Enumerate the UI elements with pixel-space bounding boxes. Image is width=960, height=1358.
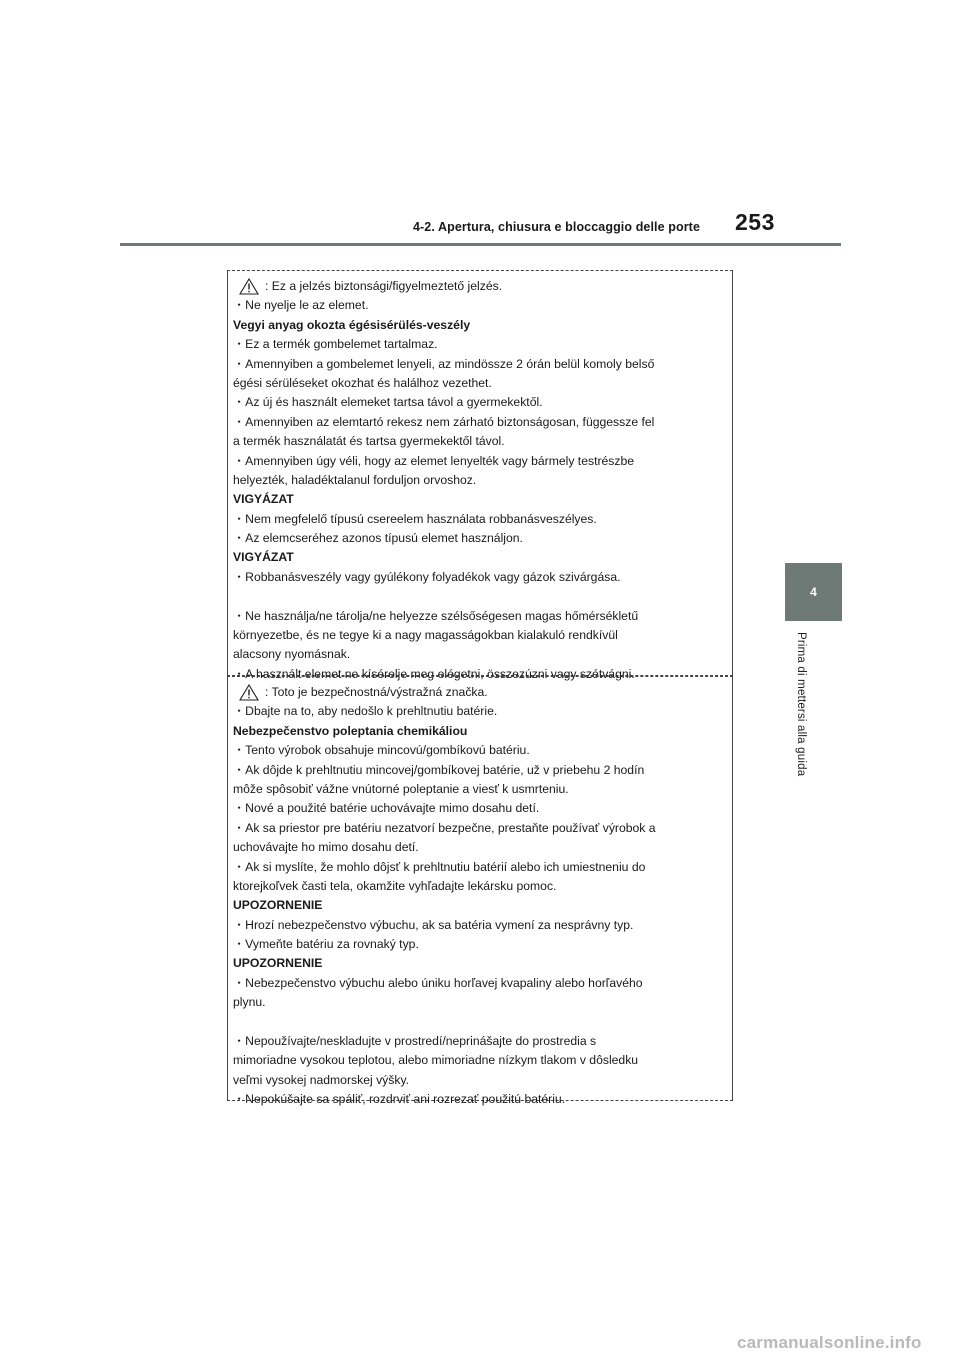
symbol-description: : Ez a jelzés biztonsági/figyelmeztető jelzés. (265, 279, 503, 293)
warning-text-line: ・Ne nyelje le az elemet. (233, 298, 369, 313)
warning-text-line: ・Tento výrobok obsahuje mincovú/gombíkovú batériu. (233, 743, 530, 758)
warning-heading: Vegyi anyag okozta égésisérülés-veszély (233, 317, 471, 332)
watermark: carmanualsonline.info (737, 1333, 922, 1352)
symbol-line (233, 683, 728, 702)
chapter-tab (785, 563, 842, 621)
warning-text-line: uchovávajte ho mimo dosahu detí. (233, 840, 419, 855)
symbol-description: : Toto je bezpečnostná/výstražná značka. (265, 685, 488, 699)
warning-heading: UPOZORNENIE (233, 956, 323, 971)
warning-text-line: ・Nebezpečenstvo výbuchu alebo úniku horľavej kvapaliny alebo horľavého (233, 975, 643, 990)
warning-text-line: ・Robbanásveszély vagy gyúlékony folyadékok vagy gázok szivárgása. (233, 569, 621, 584)
chapter-number: 4 (810, 585, 817, 599)
warning-text-line: ・Hrozí nebezpečenstvo výbuchu, ak sa batéria vymení za nesprávny typ. (233, 917, 634, 932)
warning-text-line: ・Az új és használt elemeket tartsa távol a gyermekektől. (233, 395, 543, 410)
warning-text-line: ・Nepoužívajte/neskladujte v prostredí/neprinášajte do prostredia s (233, 1034, 597, 1049)
warning-text-line: ・Nem megfelelő típusú csereelem használata robbanásveszélyes. (233, 511, 597, 526)
warning-box-slovak (227, 676, 733, 1107)
warning-text-line: ・Vymeňte batériu za rovnaký typ. (233, 937, 419, 952)
warning-text-line: mimoriadne vysokou teplotou, alebo mimoriadne nízkym tlakom v dôsledku (233, 1053, 639, 1068)
warning-text-line: ・Dbajte na to, aby nedošlo k prehltnutiu batérie. (233, 704, 498, 719)
warning-text-line: veľmi vysokej nadmorskej výšky. (233, 1072, 410, 1087)
warning-text-line: ・Amennyiben az elemtartó rekesz nem zárható biztonságosan, függessze fel (233, 414, 655, 429)
warning-text-line: plynu. (233, 995, 266, 1010)
warning-text-line: ・Ne használja/ne tárolja/ne helyezze szélsőségesen magas hőmérsékletű (233, 608, 639, 623)
warning-triangle-icon (239, 684, 259, 701)
warning-heading: Nebezpečenstvo poleptania chemikáliou (233, 723, 468, 738)
warning-text-line: égési sérüléseket okozhat és halálhoz vezethet. (233, 375, 492, 390)
warning-text-line: helyezték, haladéktalanul forduljon orvoshoz. (233, 472, 477, 487)
warning-heading: UPOZORNENIE (233, 898, 323, 913)
warning-box-hungarian (227, 270, 733, 681)
warning-lines-slovak (233, 683, 728, 1110)
warning-text-line: môže spôsobiť vážne vnútorné poleptanie a viesť k usmrteniu. (233, 781, 569, 796)
blank-line (233, 587, 728, 606)
warning-triangle-icon (239, 278, 259, 295)
warning-lines-hungarian (233, 277, 728, 684)
warning-heading: VIGYÁZAT (233, 492, 294, 507)
warning-text-line: ・Nové a použité batérie uchovávajte mimo dosahu detí. (233, 801, 540, 816)
symbol-line (233, 277, 728, 296)
warning-text-line: ・Amennyiben a gombelemet lenyeli, az mindössze 2 órán belül komoly belső (233, 356, 655, 371)
warning-text-line: ・Ak sa priestor pre batériu nezatvorí bezpečne, prestaňte používať výrobok a (233, 820, 656, 835)
warning-heading: VIGYÁZAT (233, 550, 294, 565)
section-heading: 4-2. Apertura, chiusura e bloccaggio delle porte (412, 220, 700, 234)
warning-text-line: ・Az elemcseréhez azonos típusú elemet használjon. (233, 531, 523, 546)
warning-text-line: ・Nepokúšajte sa spáliť, rozdrviť ani rozrezať použitú batériu. (233, 1092, 566, 1107)
warning-text-line: ktorejkoľvek časti tela, okamžite vyhľadajte lekársku pomoc. (233, 878, 557, 893)
blank-line (233, 1013, 728, 1032)
warning-text-line: ・Amennyiben úgy véli, hogy az elemet lenyelték vagy bármely testrészbe (233, 453, 635, 468)
warning-text-line: ・Ez a termék gombelemet tartalmaz. (233, 337, 438, 352)
warning-text-line: ・Ak dôjde k prehltnutiu mincovej/gombíkovej batérie, už v priebehu 2 hodín (233, 762, 645, 777)
warning-text-line: ・Ak si myslíte, že mohlo dôjsť k prehltnutiu batérií alebo ich umiestneniu do (233, 859, 646, 874)
page-number: 253 (735, 209, 775, 235)
warning-text-line: környezetbe, és ne tegye ki a nagy magasságokban kialakuló rendkívül (233, 628, 618, 643)
warning-text-line: ・A használt elemet ne kísérelje meg elégetni, összezúzni vagy szétvágni. (233, 666, 635, 681)
chapter-title: Prima di mettersi alla guida (795, 632, 807, 777)
header-divider (120, 243, 841, 246)
warning-text-line: a termék használatát és tartsa gyermekektől távol. (233, 434, 505, 449)
warning-text-line: alacsony nyomásnak. (233, 647, 351, 662)
